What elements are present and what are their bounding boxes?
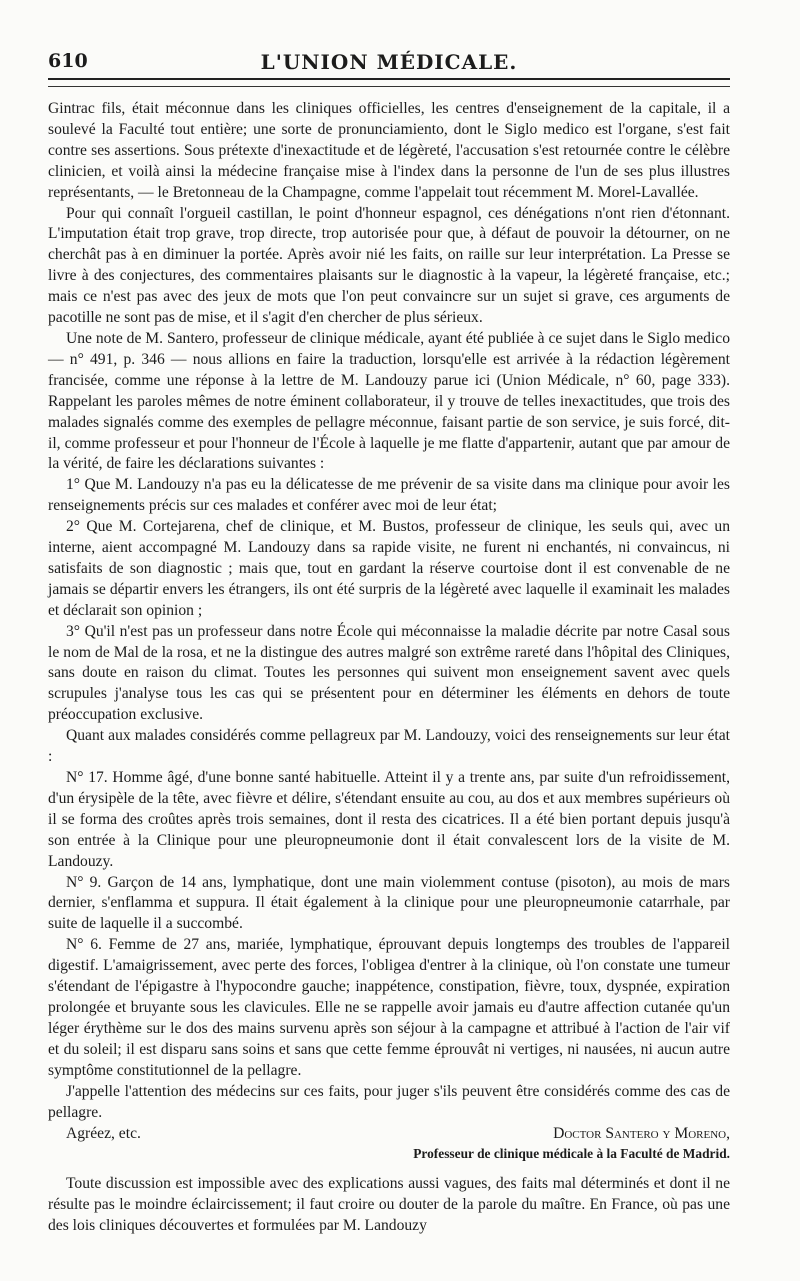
paragraph-patients-intro: Quant aux malades considérés comme pellagreux par M. Landouzy, voici des renseignements sur leur état : bbox=[48, 727, 730, 766]
running-title: L'UNION MÉDICALE. bbox=[260, 50, 518, 74]
case-6: N° 6. Femme de 27 ans, mariée, lymphatique, éprouvant depuis longtemps des troubles de l'appareil digestif. L'amaigrissement, avec perte des forces, l'obligea d'entrer à la clinique, où l'on constate une tumeur s'étendant de l'épigastre à l'hypocondre gauche; inappétence, constipation, fièvre, toux, dyspnée, expiration prolongée et bruyante sous les clavicules. Elle ne se rappelle avoir jamais eu d'autre affection cutanée qu'un léger érythème sur le dos des mains survenu après son séjour à la campagne et attribué à l'action de l'air vif et du soleil; il est disparu sans soins et sans que cette femme éprouvât ni vertiges, ni nausées, ni aucun autre symptôme constitutionnel de la pellagre. bbox=[48, 936, 730, 1079]
declaration-2: 2° Que M. Cortejarena, chef de clinique, et M. Bustos, professeur de clinique, les seuls qui, avec un interne, aient accompagné M. Landouzy dans sa rapide visite, ne furent ni enchantés, ni convaincus, ni satisfaits de son diagnostic ; mais que, tout en gardant la réserve courtoise dont il est convenable de ne jamais se départir envers les étrangers, ils ont été surpris de la légèreté avec laquelle il examinait les malades et déclarait son opinion ; bbox=[48, 518, 730, 619]
signature: Doctor Santero y Moreno, bbox=[553, 1125, 730, 1143]
paragraph-commentary: Toute discussion est impossible avec des explications aussi vagues, des faits mal déterminés et dont il ne résulte pas le moindre éclaircissement; il faut croire ou douter de la parole du maître. En France, où pas une des lois cliniques découvertes et formulées par M. Landouzy bbox=[48, 1175, 730, 1235]
page-header bbox=[48, 44, 730, 80]
closing-formula: Agréez, etc. bbox=[66, 1125, 141, 1143]
paragraph-2: Pour qui connaît l'orgueil castillan, le point d'honneur espagnol, ces dénégations n'ont rien d'étonnant. L'imputation était trop grave, trop directe, trop autorisée pour que, à défaut de pouvoir la détourner, on ne cherchât pas à en diminuer la portée. Après avoir nié les faits, on raille sur leur interprétation. La Presse se livre à des conjectures, des commentaires plaisants sur le diagnostic à la vapeur, la légèreté française, etc.; mais ce n'est pas avec des jeux de mots que l'on peut convaincre sur un sujet si grave, ces arguments de pacotille ne sont pas de mise, et il s'agit d'en chercher de plus sérieux. bbox=[48, 204, 730, 327]
declaration-1: 1° Que M. Landouzy n'a pas eu la délicatesse de me prévenir de sa visite dans ma clinique pour avoir les renseignements précis sur ces malades et conférer avec moi de leur état; bbox=[48, 476, 730, 515]
article-body bbox=[48, 99, 730, 1123]
paragraph-1: Gintrac fils, était méconnue dans les cliniques officielles, les centres d'enseignement de la capitale, il a soulevé la Faculté tout entière; une sorte de pronunciamiento, dont le Siglo medico est l'organe, s'est fait contre ses assertions. Sous prétexte d'inexactitude et de légèreté, l'accusation s'est retournée contre le célèbre clinicien, et voilà ainsi la médecine française mise à l'index dans la personne de l'un de ses plus illustres représentants, — le Bretonneau de la Champagne, comme l'appelait tout récemment M. Morel-Lavallée. bbox=[48, 100, 730, 201]
page-number: 610 bbox=[48, 50, 88, 72]
header-rule bbox=[48, 86, 730, 87]
signature-line bbox=[48, 1123, 730, 1144]
paragraph-3: Une note de M. Santero, professeur de clinique médicale, ayant été publiée à ce sujet dans le Siglo medico — n° 491, p. 346 — nous allions en faire la traduction, lorsqu'elle est arrivée à la rédaction légèrement francisée, comme une réponse à la lettre de M. Landouzy parue ici (Union Médicale, n° 60, page 333). Rappelant les paroles mêmes de notre éminent collaborateur, il y trouve de telles inexactitudes, que trois des malades signalés comme des exemples de pellagre méconnue, faisant partie de son service, je suis forcé, dit-il, comme professeur et pour l'honneur de l'École à laquelle je me flatte d'appartenir, autant que par amour de la vérité, de faire les déclarations suivantes : bbox=[48, 329, 730, 473]
paragraph-appeal: J'appelle l'attention des médecins sur ces faits, pour juger s'ils peuvent être considérés comme des cas de pellagre. bbox=[48, 1082, 730, 1121]
article-body-continued bbox=[48, 1174, 730, 1237]
case-17: N° 17. Homme âgé, d'une bonne santé habituelle. Atteint il y a trente ans, par suite d'un refroidissement, d'un érysipèle de la tête, avec fièvre et délire, s'étendant ensuite au cou, au dos et aux membres supérieurs où il se forma des croûtes après trois semaines, dont il resta des cicatrices. Il a été bien portant depuis jusqu'à son entrée à la Clinique pour une pleuropneumonie dont il était convalescent lors de la visite de M. Landouzy. bbox=[48, 769, 730, 870]
signature-affiliation: Professeur de clinique médicale à la Faculté de Madrid. bbox=[413, 1146, 730, 1162]
declaration-3: 3° Qu'il n'est pas un professeur dans notre École qui méconnaisse la maladie décrite par notre Casal sous le nom de Mal de la rosa, et ne la distingue des autres malgré son extrême rareté dans l'hôpital des Cliniques, sans doute en raison du climat. Toutes les personnes qui suivent mon enseignement savent avec quels scrupules j'analyse tous les cas qui se présentent pour en déterminer les éléments en dehors de toute préoccupation exclusive. bbox=[48, 622, 730, 724]
case-9: N° 9. Garçon de 14 ans, lymphatique, dont une main violemment contuse (pisoton), au mois de mars dernier, s'enflamma et suppura. Il était également à la clinique pour une pleuropneumonie catarrhale, par suite de laquelle il a succombé. bbox=[48, 873, 730, 933]
